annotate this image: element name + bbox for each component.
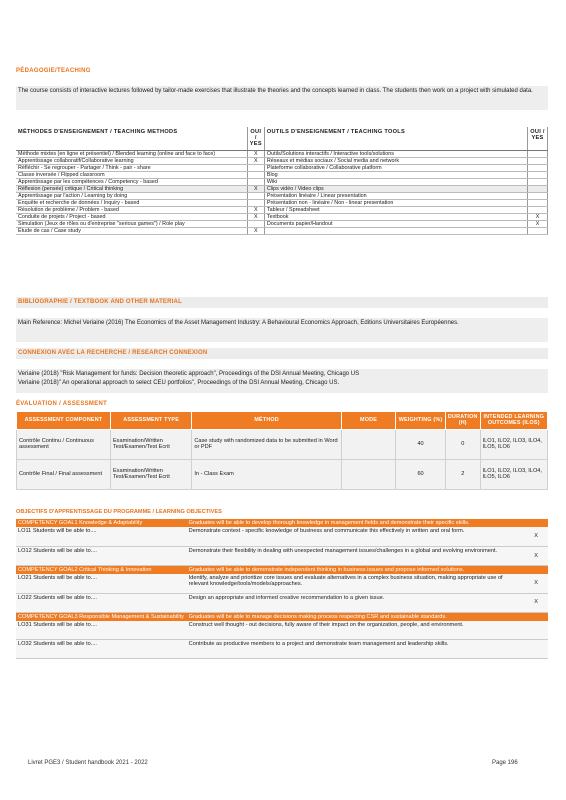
competency-statement: Graduates will be able to demonstrate independent thinking in business issues and propose informed solutions. [187, 565, 548, 574]
learning-outcome-desc: Demonstrate their flexibility in dealing with unexpected management issues/challenges in a global and evolving environment. [187, 546, 524, 565]
tool-yes-cell [528, 179, 548, 186]
cell-method: In - Class Exam [192, 459, 342, 489]
cell-mode [341, 429, 395, 459]
competency-goal-row [16, 519, 548, 527]
table-row [16, 158, 548, 165]
cell-ilos: ILO1, ILO2, ILO3, ILO4, ILO5, ILO6 [480, 429, 547, 459]
tool-yes-cell [528, 158, 548, 165]
learning-outcome-check [524, 640, 548, 659]
method-cell: Simulation (Jeux de rôles ou d'entreprise "serious games") / Role play [16, 221, 247, 228]
learning-outcome-id: LO12 Students will be able to.... [16, 546, 187, 565]
competency-goal: COMPETENCY GOAL3 Responsible Management & Sustainability [16, 612, 187, 621]
learning-outcome-desc: Demonstrate context - specific knowledge of business and communicate this effectively in written and oral form. [187, 527, 524, 546]
objectives-body [16, 519, 548, 659]
table-row [16, 172, 548, 179]
method-cell: Apprentissage collaboratif/Collaborative learning [16, 158, 247, 165]
table-row [16, 193, 548, 200]
section-title-research: CONNEXION AVEC LA RECHERCHE / RESEARCH CONNEXION [18, 350, 208, 356]
competency-goal-row [16, 612, 548, 621]
method-yes-cell [247, 221, 264, 228]
section-title-bibliography: BIBLIOGRAPHIE / TEXTBOOK AND OTHER MATERIAL [18, 299, 182, 305]
learning-outcome-row [16, 621, 548, 640]
footer-handbook: Livret PGE3 / Student handbook 2021 - 2022 [28, 760, 148, 766]
header-method: MÉTHOD [192, 412, 342, 430]
tool-cell: Plateforme collaborative / Collaborative platform [264, 165, 527, 172]
tool-yes-cell [528, 228, 548, 235]
table-row [17, 459, 548, 489]
tool-cell: Documents papier/Handout [264, 221, 527, 228]
learning-outcome-check: X [524, 527, 548, 546]
method-cell: Apprentissage par l'action / Learning by doing [16, 193, 247, 200]
table-row [16, 179, 548, 186]
methods-header: MÉTHODES D'ENSEIGNEMENT / TEACHING METHODS [16, 127, 247, 151]
cell-type: Examination/Written Test/Examen/Test Ecrit [110, 459, 191, 489]
tool-cell: Blog [264, 172, 527, 179]
learning-outcome-check: X [524, 546, 548, 565]
tool-yes-cell [528, 200, 548, 207]
section-bar-bibliography [16, 297, 548, 308]
header-duration: DURATION (H) [445, 412, 480, 430]
table-row [16, 165, 548, 172]
bibliography-box [16, 318, 548, 342]
cell-component: Contrôle Final / Final assessment [17, 459, 111, 489]
tool-cell: Tableur / Spreadsheet [264, 207, 527, 214]
learning-outcome-row [16, 527, 548, 546]
tool-cell: Wiki [264, 179, 527, 186]
learning-outcome-row [16, 574, 548, 593]
assessment-table [16, 411, 548, 490]
methods-yes-header: OUI / YES [247, 127, 264, 151]
research-line-2: Veriaine (2018)" An operational approach to select CEU portfolios", Proceedings of the DSI Annual Meeting, Chicago US. [18, 379, 340, 386]
method-yes-cell: X [247, 158, 264, 165]
header-weighting: WEIGHTING (%) [396, 412, 446, 430]
header-mode: MODE [341, 412, 395, 430]
learning-outcome-desc: Construct well thought - out decisions, fully aware of their impact on the organization, people, and environment. [187, 621, 524, 640]
tool-yes-cell [528, 172, 548, 179]
method-yes-cell [247, 172, 264, 179]
method-cell: Apprentissage par les compétences / Competency - based [16, 179, 247, 186]
table-row [16, 151, 548, 158]
method-cell: Réfléchir - Se regrouper - Partager / Think - pair - share [16, 165, 247, 172]
method-cell: Classe inversée / Flipped classroom [16, 172, 247, 179]
competency-goal: COMPETENCY GOAL1 Knowledge & Adaptability [16, 519, 187, 527]
cell-duration: 0 [445, 429, 480, 459]
tool-yes-cell [528, 165, 548, 172]
learning-outcome-check [524, 621, 548, 640]
section-title-pedagogy: PÉDAGOGIE/TEACHING [16, 68, 91, 74]
competency-goal: COMPETENCY GOAL2 Critical Thinking & Innovation [16, 565, 187, 574]
footer-page-number: Page 196 [492, 760, 518, 766]
learning-objectives-table [16, 519, 548, 659]
tool-yes-cell: X [528, 214, 548, 221]
method-yes-cell: X [247, 186, 264, 193]
tool-cell: Présentation linéaire / Linear presentation [264, 193, 527, 200]
table-row [16, 214, 548, 221]
learning-outcome-check: X [524, 593, 548, 612]
teaching-methods-table [16, 127, 548, 235]
method-yes-cell [247, 200, 264, 207]
tools-yes-header: OUI / YES [528, 127, 548, 151]
tool-cell: Outils/Solutions interactifs / Interactive tools/solutions [264, 151, 527, 158]
competency-statement: Graduates will be able to manage decisions making process respecting CSR and sustainable standards. [187, 612, 548, 621]
learning-outcome-row [16, 546, 548, 565]
table-row [16, 186, 548, 193]
tool-yes-cell [528, 207, 548, 214]
methods-header-row [16, 127, 548, 151]
cell-weighting: 60 [396, 459, 446, 489]
research-line-1: Veriaine (2018) "Risk Management for funds: Decision theoretic approach", Proceedings of the DSI Annual Meeting, Chicago US [18, 371, 360, 377]
method-yes-cell: X [247, 228, 264, 235]
method-cell: Méthode mixtes (en ligne et présentiel) / Blended learning (online and face to face) [16, 151, 247, 158]
method-yes-cell [247, 179, 264, 186]
competency-statement: Graduates will be able to develop thorough knowledge in management fields and demonstrate their specific skills. [187, 519, 548, 527]
learning-outcome-id: LO22 Students will be able to.... [16, 593, 187, 612]
method-cell: Résolution de problème / Problem - based [16, 207, 247, 214]
cell-ilos: ILO1, ILO2, ILO3, ILO4, ILO5, ILO6 [480, 459, 547, 489]
learning-outcome-row [16, 593, 548, 612]
learning-outcome-id: LO21 Students will be able to.... [16, 574, 187, 593]
table-row [16, 200, 548, 207]
tool-yes-cell [528, 186, 548, 193]
learning-outcome-desc: Contribute as productive members to a project and demonstrate team management and leadership skills. [187, 640, 524, 659]
method-yes-cell: X [247, 151, 264, 158]
tool-cell: Réseaux et médias sociaux / Social media and network [264, 158, 527, 165]
learning-outcome-desc: Identify, analyze and prioritize core issues and evaluate alternatives in a complex business situation, making appropriate use of relevant knowledge/tools/models/approaches. [187, 574, 524, 593]
cell-mode [341, 459, 395, 489]
cell-duration: 2 [445, 459, 480, 489]
tool-cell [264, 228, 527, 235]
pedagogy-text: The course consists of interactive lectures followed by tailor-made exercises that illustrate the theories and the concepts learned in class. The students then work on a project with simulated data. [18, 88, 533, 94]
method-cell: Conduite de projets / Project - based [16, 214, 247, 221]
learning-outcome-id: LO31 Students will be able to.... [16, 621, 187, 640]
method-yes-cell: X [247, 207, 264, 214]
cell-component: Contrôle Continu / Continuous assessment [17, 429, 111, 459]
header-component: ASSESSMENT COMPONENT [17, 412, 111, 430]
competency-goal-row [16, 565, 548, 574]
tool-cell: Clips vidéo / Video clips [264, 186, 527, 193]
method-yes-cell [247, 165, 264, 172]
method-yes-cell [247, 193, 264, 200]
method-cell: Enquête et recherche de données / Inquiry - based [16, 200, 247, 207]
table-row [17, 429, 548, 459]
cell-type: Examination/Written Test/Examen/Test Ecrit [110, 429, 191, 459]
tools-header: OUTILS D'ENSEIGNEMENT / TEACHING TOOLS [264, 127, 527, 151]
methods-body [16, 151, 548, 235]
tool-yes-cell [528, 193, 548, 200]
section-title-objectives: OBJECTIFS D'APPRENTISSAGE DU PROGRAMME / LEARNING OBJECTIVES [16, 509, 222, 515]
tool-cell: Présentation non - linéaire / Non - linear presentation [264, 200, 527, 207]
header-ilos: INTENDED LEARNING OUTCOMES (ILOS) [480, 412, 547, 430]
method-cell: Réflexion (pensée) critique / Critical thinking [16, 186, 247, 193]
method-yes-cell: X [247, 214, 264, 221]
pedagogy-text-box [16, 86, 548, 110]
learning-outcome-id: LO11 Students will be able to.... [16, 527, 187, 546]
cell-weighting: 40 [396, 429, 446, 459]
header-type: ASSESSMENT TYPE [110, 412, 191, 430]
section-title-evaluation: ÉVALUATION / ASSESSMENT [16, 401, 108, 407]
learning-outcome-check: X [524, 574, 548, 593]
learning-outcome-id: LO32 Students will be able to.... [16, 640, 187, 659]
learning-outcome-row [16, 640, 548, 659]
method-cell: Étude de cas / Case study [16, 228, 247, 235]
table-row [16, 221, 548, 228]
tool-yes-cell: X [528, 221, 548, 228]
tool-yes-cell [528, 151, 548, 158]
learning-outcome-desc: Design an appropriate and informed creative recommendation to a given issue. [187, 593, 524, 612]
table-row [16, 228, 548, 235]
table-row [16, 207, 548, 214]
research-box [16, 369, 548, 393]
assessment-header-row [17, 412, 548, 430]
section-bar-research [16, 348, 548, 359]
tool-cell: Textbook [264, 214, 527, 221]
cell-method: Case study with randomized data to be submitted in Word or PDF [192, 429, 342, 459]
bibliography-text: Main Reference: Michel Veriaine (2016) The Economics of the Asset Management Industry: A Behavioural Economics Approach, Editions Universitaires Européennes. [18, 320, 459, 326]
